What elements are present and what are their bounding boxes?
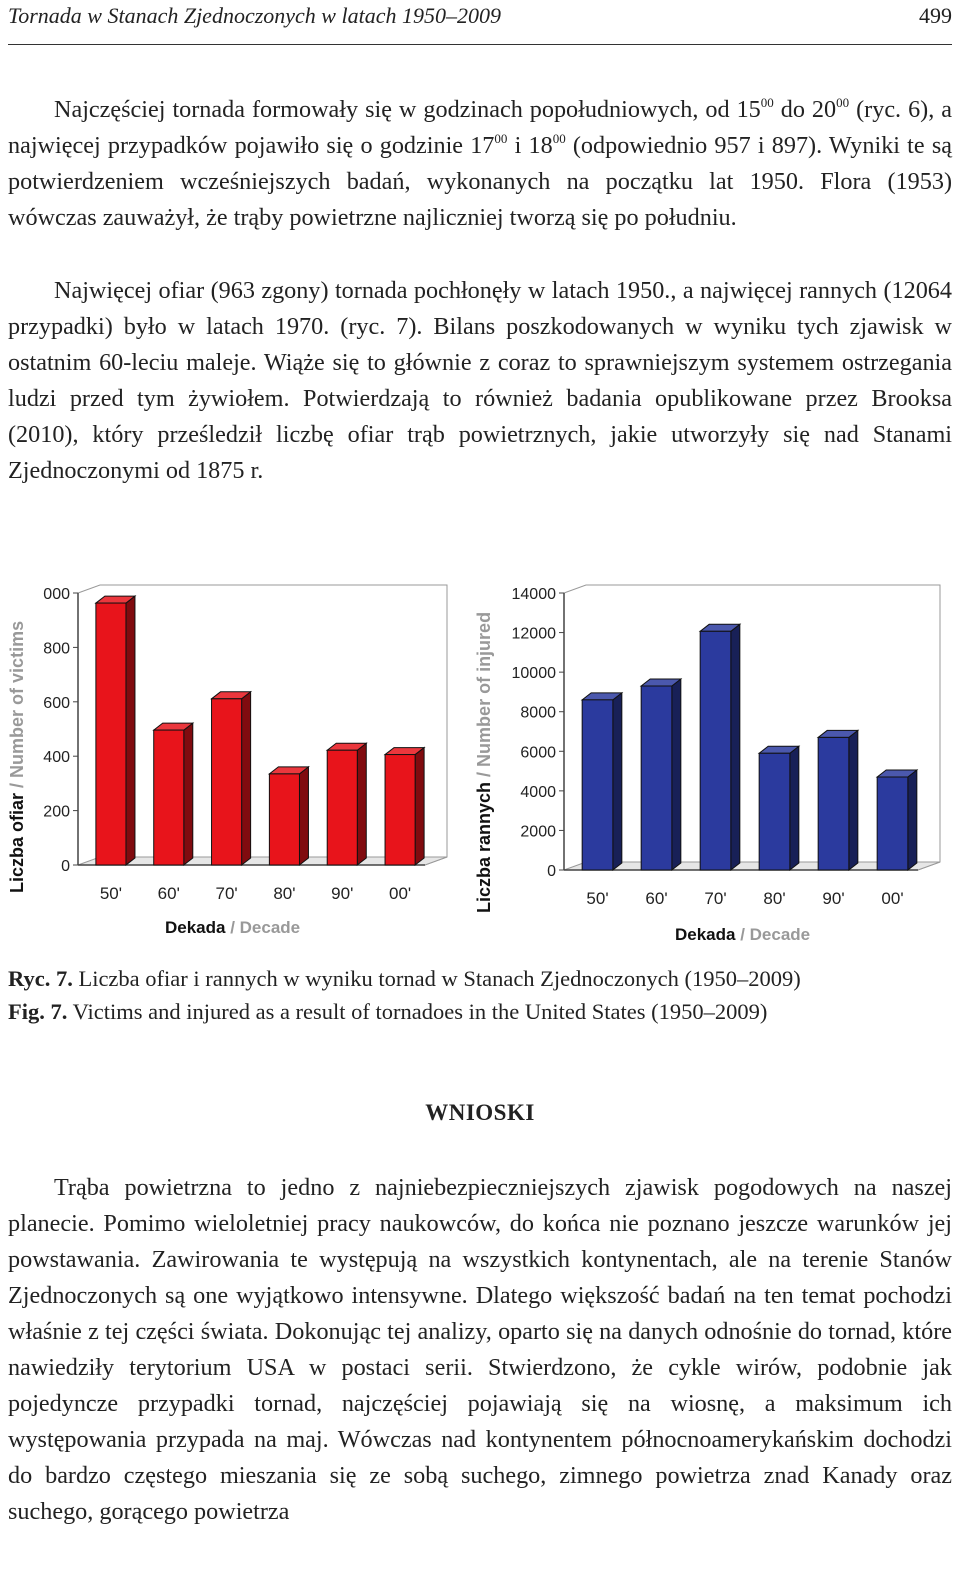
victims-bar-chart <box>0 565 470 950</box>
x-axis-title-pl: Dekada <box>165 918 226 937</box>
y-tick-label: 12000 <box>511 625 556 643</box>
y-tick-label: 14000 <box>511 586 556 603</box>
caption-text-en: Victims and injured as a result of tornadoes in the United States (1950–2009) <box>67 999 768 1024</box>
superscript: 00 <box>836 95 850 110</box>
caption-english <box>8 995 952 1028</box>
y-tick-label: 2000 <box>520 823 556 841</box>
bar <box>154 730 184 865</box>
x-tick-label: 00' <box>881 889 904 908</box>
y-tick-label: 400 <box>43 749 70 767</box>
x-tick-label: 50' <box>586 889 609 908</box>
x-tick-label: 50' <box>99 884 122 903</box>
caption-text-pl: Liczba ofiar i rannych w wyniku tornad w Stanach Zjednoczonych (1950–2009) <box>72 966 801 991</box>
caption-label-pl: Ryc. 7. <box>8 966 73 991</box>
bar-side <box>242 692 251 865</box>
y-tick-label: 10000 <box>511 665 556 683</box>
paragraph-3 <box>8 1170 952 1530</box>
y-tick-label: 200 <box>43 803 70 821</box>
y-tick-label: 800 <box>43 640 70 658</box>
bar-side <box>184 723 193 865</box>
section-heading: WNIOSKI <box>425 1100 535 1125</box>
running-header <box>8 0 952 45</box>
y-tick-label: 6000 <box>520 744 556 762</box>
y-axis-title-pl: Liczba ofiar <box>7 792 27 893</box>
bar-side <box>908 770 917 870</box>
bar <box>582 700 613 870</box>
y-axis-title-pl: Liczba rannych <box>474 781 494 913</box>
bar <box>818 737 849 870</box>
paragraph-3-text: Trąba powietrzna to jedno z najniebezpieczniejszych zjawisk pogodowych na naszej planecie. Pomimo wieloletniej pracy naukowców, do końca nie poznano jeszcze warunków jej powstawania. Zawirowania te występują na wszystkich kontynentach, ale na terenie Stanów Zjednoczonych są one wyjątkowo intensywne. Dlatego większość badań na ten temat pochodzi właśnie z tej części świata. Dokonując tej analizy, oparto się na danych odnośnie do tornad, które nawiedziły terytorium USA w postaci serii. Stwierdzono, że cykle wirów, podobnie jak pojedyncze przypadki tornad, najczęściej pojawiają się na wiosnę, a maksimum ich występowania przypada na maj. Wówczas nad kontynentem północnoamerykańskim dochodzi do bardzo częstego mieszania się ze sobą suchego, zimnego powietrza znad Kanady oraz suchego, gorącego powietrza <box>8 1174 952 1525</box>
bar-side <box>672 679 681 870</box>
x-axis-title-en: Decade <box>749 925 811 944</box>
paragraph-1 <box>8 92 952 236</box>
x-axis-title <box>165 918 300 937</box>
superscript: 00 <box>494 131 508 146</box>
x-axis-title-sep: / <box>225 918 240 937</box>
bar-side <box>790 746 799 870</box>
bar <box>759 753 790 870</box>
x-axis-title-en: Decade <box>239 918 301 937</box>
x-tick-label: 80' <box>763 889 786 908</box>
x-tick-label: 70' <box>704 889 727 908</box>
injured-bar-chart <box>470 565 960 950</box>
x-tick-label: 60' <box>645 889 668 908</box>
bar-side <box>849 730 858 870</box>
y-axis-title <box>474 612 494 913</box>
bar <box>641 686 672 870</box>
bar <box>96 603 126 865</box>
y-axis-title-en: Number of victims <box>7 620 27 778</box>
paragraph-1-part: (ryc. 6), a najwięcej przypadków pojawiło się o godzinie 17 <box>8 96 953 159</box>
y-axis-title <box>7 621 27 893</box>
x-tick-label: 90' <box>331 884 354 903</box>
paragraph-1-part: Najczęściej tornada formowały się w godzinach popołudniowych, od 15 <box>54 96 761 123</box>
y-tick-label: 600 <box>43 694 70 712</box>
bar-side <box>357 743 366 865</box>
bar <box>385 755 415 865</box>
bar <box>212 699 242 865</box>
page-number: 499 <box>919 3 952 28</box>
paragraph-1-part: do 20 <box>773 96 837 123</box>
caption-label-en: Fig. 7. <box>8 999 68 1024</box>
bar-side <box>613 693 622 870</box>
y-tick-label: 8000 <box>520 704 556 722</box>
running-title: Tornada w Stanach Zjednoczonych w latach 1950–2009 <box>8 3 501 28</box>
y-axis-title-sep: / <box>7 777 27 793</box>
x-tick-label: 90' <box>822 889 845 908</box>
figure-caption <box>8 962 952 1028</box>
x-axis-title <box>675 925 810 944</box>
x-tick-label: 00' <box>389 884 412 903</box>
y-axis-title-en: Number of injured <box>474 611 494 767</box>
bar <box>877 777 908 870</box>
superscript: 00 <box>760 95 774 110</box>
bar-side <box>299 767 308 865</box>
paragraph-1-part: i 18 <box>507 132 553 159</box>
bar <box>327 750 357 865</box>
y-tick-label: 0 <box>61 858 70 875</box>
bar <box>700 631 731 870</box>
bar-side <box>731 624 740 870</box>
x-tick-label: 70' <box>215 884 238 903</box>
y-axis-title-sep: / <box>474 766 494 782</box>
x-axis-title-sep: / <box>735 925 750 944</box>
x-tick-label: 60' <box>157 884 180 903</box>
y-tick-label: 0 <box>547 863 556 880</box>
caption-polish <box>8 962 952 995</box>
paragraph-2 <box>8 273 952 489</box>
y-tick-label: 000 <box>43 586 70 603</box>
paragraph-1-part: (odpowiednio 957 i 897). Wyniki te są potwierdzeniem wcześniejszych badań, wykonanych na początku lat 1950. Flora (1953) wówczas zauważył, że trąby powietrzne najliczniej tworzą się po południu. <box>8 132 952 231</box>
bar <box>269 774 299 865</box>
bar-side <box>126 596 135 865</box>
x-tick-label: 80' <box>273 884 296 903</box>
superscript: 00 <box>552 131 566 146</box>
paragraph-2-text: Najwięcej ofiar (963 zgony) tornada pochłonęły w latach 1950., a najwięcej rannych (12064 przypadki) było w latach 1970. (ryc. 7). Bilans poszkodowanych w wyniku tych zjawisk w ostatnim 60-leciu maleje. Wiąże się to głównie z coraz to sprawniejszym systemem ostrzegania ludzi przed tym żywiołem. Potwierdzają to również badania opublikowane przez Brooksa (2010), który prześledził liczbę ofiar trąb powietrznych, jakie utworzyły się nad Stanami Zjednoczonymi od 1875 r. <box>8 277 952 484</box>
x-axis-title-pl: Dekada <box>675 925 736 944</box>
y-tick-label: 4000 <box>520 783 556 801</box>
bar-side <box>415 748 424 865</box>
